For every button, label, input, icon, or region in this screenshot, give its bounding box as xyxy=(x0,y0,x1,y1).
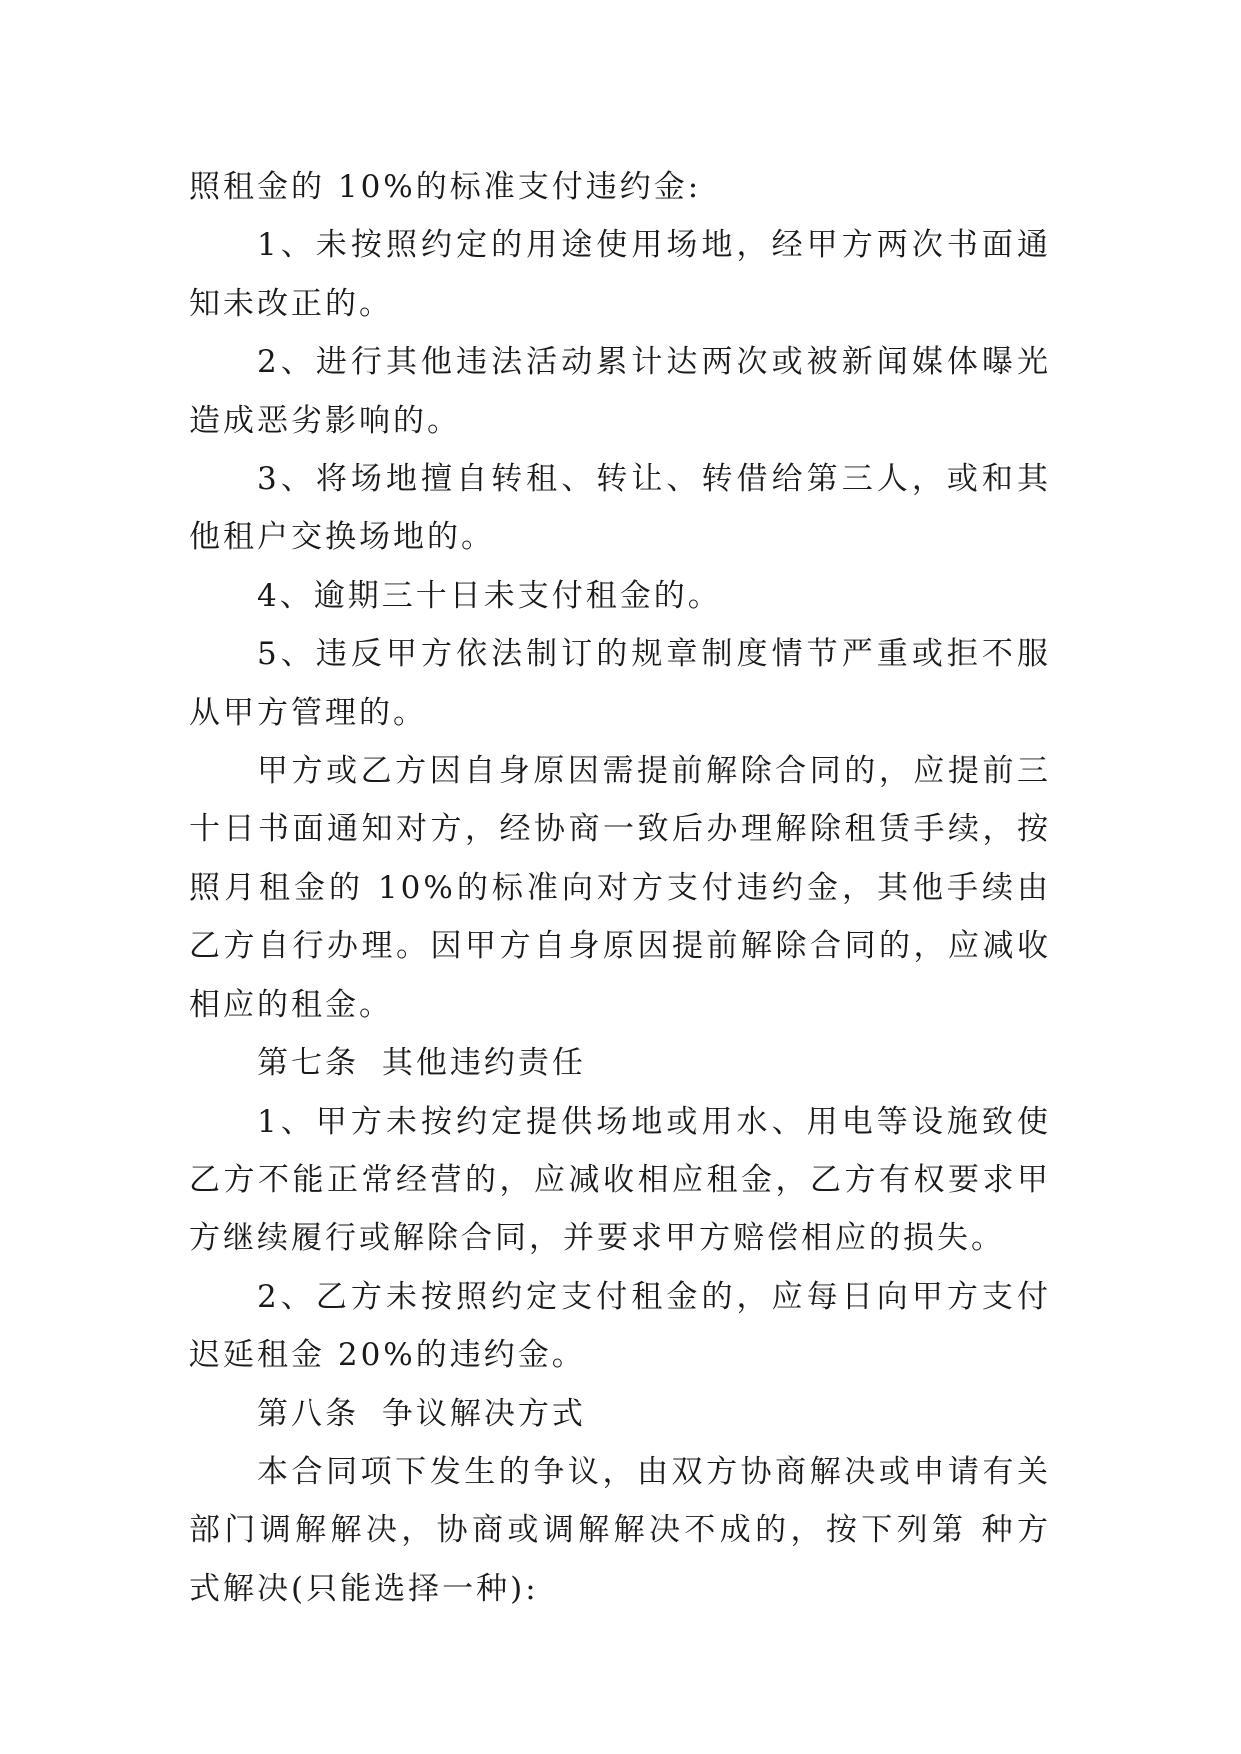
paragraph-item-2: 2、进行其他违法活动累计达两次或被新闻媒体曝光造成恶劣影响的。 xyxy=(189,344,1051,439)
paragraph-article-7-item-2: 2、乙方未按照约定支付租金的，应每日向甲方支付迟延租金 20%的违约金。 xyxy=(189,1278,1051,1374)
document-body xyxy=(189,158,1051,1618)
paragraph-item-1: 1、未按照约定的用途使用场地，经甲方两次书面通知未改正的。 xyxy=(189,227,1051,322)
section-heading-article-8: 第八条 争议解决方式 xyxy=(257,1395,586,1432)
paragraph-item-5: 5、违反甲方依法制订的规章制度情节严重或拒不服从甲方管理的。 xyxy=(189,636,1051,731)
paragraph-continuation: 照租金的 10%的标准支付违约金: xyxy=(189,169,702,205)
paragraph-article-7-item-1: 1、甲方未按约定提供场地或用水、用电等设施致使乙方不能正常经营的，应减收相应租金，乙方有权要求甲方继续履行或解除合同，并要求甲方赔偿相应的损失。 xyxy=(189,1103,1051,1257)
paragraph-item-3: 3、将场地擅自转租、转让、转借给第三人，或和其他租户交换场地的。 xyxy=(189,461,1051,556)
paragraph-dispute-resolution: 本合同项下发生的争议，由双方协商解决或申请有关部门调解解决，协商或调解解决不成的，按下列第 种方式解决(只能选择一种): xyxy=(189,1453,1051,1607)
paragraph-item-4: 4、逾期三十日未支付租金的。 xyxy=(257,577,722,614)
paragraph-early-termination: 甲方或乙方因自身原因需提前解除合同的，应提前三十日书面通知对方，经协商一致后办理解除租赁手续，按照月租金的 10%的标准向对方支付违约金，其他手续由乙方自行办理。因甲方自身原因提前解除合同的，应减收相应的租金。 xyxy=(189,753,1051,1023)
section-heading-article-7: 第七条 其他违约责任 xyxy=(257,1045,586,1082)
